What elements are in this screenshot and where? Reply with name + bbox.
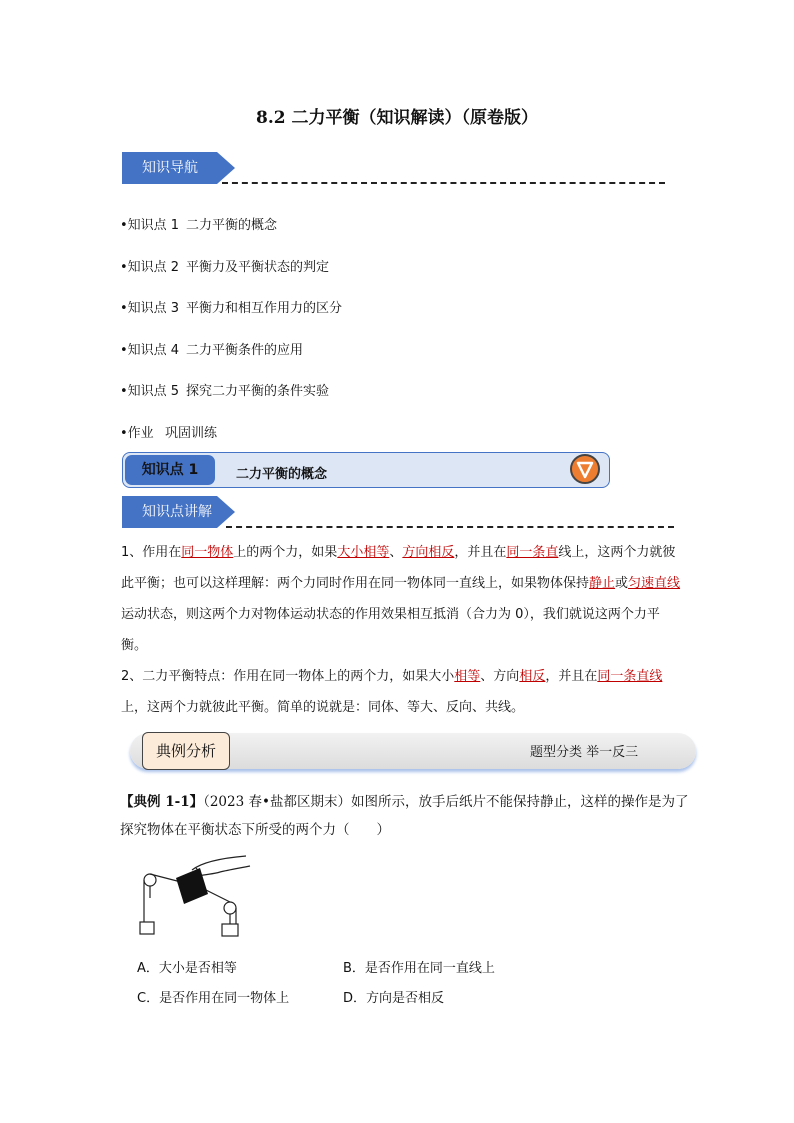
page-title: 8.2 二力平衡（知识解读）（原卷版） (256, 108, 538, 128)
toc-item[interactable]: •知识点 2 平衡力及平衡状态的判定 (120, 260, 330, 275)
toc-item[interactable]: •知识点 4 二力平衡条件的应用 (120, 343, 304, 358)
option-a[interactable]: A．大小是否相等 (137, 961, 237, 976)
chevron-down-icon[interactable] (570, 454, 600, 484)
example-label: 典例分析 (142, 732, 230, 770)
option-d[interactable]: D．方向是否相反 (343, 991, 445, 1006)
paragraph-2: 2、二力平衡特点：作用在同一物体上的两个力，如果大小相等、方向相反，并且在同一条直线上，这两个力就彼此平衡。简单的说就是：同体、等大、反向、共线。 (121, 669, 663, 715)
experiment-figure (136, 852, 266, 940)
toc-item[interactable]: •知识点 1 二力平衡的概念 (120, 218, 278, 233)
toc-item[interactable]: •知识点 5 探究二力平衡的条件实验 (120, 384, 330, 399)
explain-label: 知识点讲解 (122, 496, 217, 528)
paragraph-1: 1、作用在同一物体上的两个力，如果大小相等、方向相反，并且在同一条直线上，这两个力就彼此平衡；也可以这样理解：两个力同时作用在同一物体同一直线上，如果物体保持静止或匀速直线运动状态，则这两个力对物体运动状态的作用效果相互抵消（合力为 0），我们就说这两个力平衡。 (121, 545, 681, 653)
option-b[interactable]: B．是否作用在同一直线上 (343, 961, 495, 976)
knowledge-point-title: 二力平衡的概念 (236, 467, 328, 482)
divider (222, 182, 665, 184)
toc-item[interactable]: •作业 巩固训练 (120, 426, 218, 441)
knowledge-point-label: 知识点 1 (125, 455, 215, 485)
question-stem: 【典例 1-1】（2023 春•盐都区期末）如图所示，放手后纸片不能保持静止，这样的操作是为了探究物体在平衡状态下所受的两个力（ ） (120, 794, 689, 838)
divider (226, 526, 674, 528)
example-category: 题型分类 举一反三 (530, 745, 639, 760)
nav-label: 知识导航 (122, 152, 217, 184)
toc-item[interactable]: •知识点 3 平衡力和相互作用力的区分 (120, 301, 343, 316)
option-c[interactable]: C．是否作用在同一物体上 (137, 991, 290, 1006)
